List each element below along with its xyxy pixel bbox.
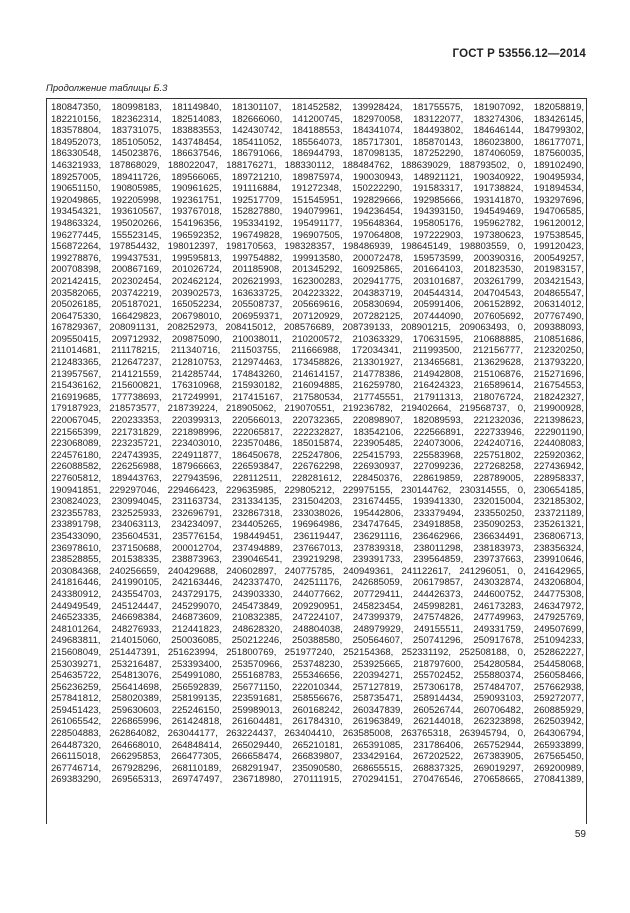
table-line: 259451423, 259630603, 225246150, 259989013, 260168242, 260347839, 260526744, 260706482, 260885929, [51,704,584,716]
table-line: 243380912, 243554703, 243729175, 243903330, 244077662, 207729411, 244426373, 244600752, 244775308, [51,588,584,600]
table-line: 224576180, 224743935, 224911877, 186450678, 225247806, 225415793, 225583968, 225751802, 225920362, [51,449,584,461]
table-line: 236978610, 237150688, 200012704, 237494889, 237667013, 237839318, 238011298, 238183973, 238356324, [51,542,584,554]
table-line: 233891798, 234063113, 234234097, 234405265, 196964986, 234747645, 234918858, 235090253, 235261321, [51,519,584,531]
table-line: 261065542, 226865996, 261424818, 261604481, 261784310, 261963849, 262144018, 262323898, 262503942, [51,716,584,728]
table-line: 156872264, 197854432, 198012397, 198170563, 198328357, 198486939, 198645149, 198803559, 0, 199120423, [51,241,584,253]
table-line: 203084368, 240256659, 240429688, 240602897, 240775785, 240949361, 241122617, 241296051, 0, 241642965, [51,565,584,577]
table-continuation-caption: Продолжение таблицы Б.3 [46,83,168,94]
table-line: 146321933, 187868029, 188022047, 188176271, 188330112, 188484762, 188639029, 188793502, 0, 189102490, [51,159,584,171]
table-line: 194863324, 195020266, 154196356, 195334192, 195491177, 195648364, 195805176, 195962782, 196120012, [51,217,584,229]
table-line: 241816446, 241990105, 242163446, 242337470, 242511176, 242685059, 206179857, 243032874, 243206804, [51,577,584,589]
table-line: 189257005, 189411726, 189566065, 189721210, 189875974, 190030943, 148921121, 190340922, 190495934, [51,171,584,183]
table-line: 193454321, 193610567, 193767018, 152827880, 194079961, 194236454, 194393150, 194549469, 194706585, [51,206,584,218]
table-line: 196277445, 155523145, 196592352, 196749828, 196907505, 197064808, 197222903, 197380623, 197538545, [51,229,584,241]
table-line: 266115018, 266295853, 266477305, 266658474, 266839807, 233429164, 267202522, 267383905, 267565450, [51,751,584,763]
table-line: 184952073, 185105052, 143748454, 185411052, 185564073, 185717301, 185870143, 186023800, 186177071, [51,136,584,148]
table-line: 216919685, 177738693, 217249991, 217415167, 217580534, 217745551, 217911313, 218076724, 218242327, [51,391,584,403]
table-line: 202142415, 202302454, 202462124, 202621993, 162300283, 202941775, 203101687, 203261799, 203421543, [51,275,584,287]
table-line: 248101264, 248276933, 212441823, 248628320, 248804038, 248979929, 249155511, 249331759, 249507699, [51,623,584,635]
table-line: 179187923, 218573577, 218739224, 218905062, 219070551, 219236782, 219402664, 219568737, 0, 219900928, [51,403,584,415]
table-line: 244949549, 245124447, 245299070, 245473849, 209290951, 245823454, 245998281, 246173283, 246347972, [51,600,584,612]
table-line: 200708398, 200867169, 201026724, 201185908, 201345292, 160925865, 201664103, 201823530, 201983157, [51,264,584,276]
page-number: 59 [574,829,586,840]
table-line: 226088582, 226256988, 187966663, 226593847, 226762298, 226930937, 227099236, 227268258, 227436942, [51,461,584,473]
table-line: 205026185, 205187021, 165052234, 205508737, 205669616, 205830694, 205991406, 206152892, 206314012, [51,299,584,311]
table-line: 227605812, 189443763, 227943596, 228112511, 228281612, 228450376, 228619859, 228789005, 228958337, [51,473,584,484]
table-line: 267746714, 267928296, 268110189, 268291947, 235090580, 268655515, 268837325, 269019297, 269200989, [51,762,584,774]
table-body [51,102,584,786]
table-line: 249683811, 214015060, 250036085, 250212246, 250388580, 250564607, 250741296, 250917678, 251094233, [51,635,584,647]
table-line: 212483365, 212647237, 212810753, 212974463, 173458826, 213301927, 213465681, 213629628, 213793220, [51,357,584,369]
table-line: 235433090, 235604531, 235776154, 198449451, 236119447, 236291116, 236462966, 236634491, 236806713, [51,530,584,542]
table-line: 209550415, 209712932, 209875090, 210038011, 210200572, 210363329, 170631595, 210688885, 210851686, [51,333,584,345]
table-line: 269383290, 269565313, 269747497, 236718980, 270111915, 270294151, 270476546, 270658665, 270841389, [51,774,584,786]
table-line: 190941851, 229297046, 229466423, 229635985, 229805212, 229975155, 230144762, 230314555, 0, 230654185, [51,484,584,496]
table-line: 206475330, 166429823, 206798010, 206959371, 207120929, 207282125, 207444090, 207605692, 207767490, [51,310,584,322]
table-line: 211014681, 211178215, 211340716, 211503755, 211666988, 172034341, 211993500, 212156777, 212320250, [51,345,584,357]
table-line: 192049865, 192205998, 192361751, 192517709, 151545951, 192829666, 192985666, 193141870, 193297696, [51,194,584,206]
table-line: 215608049, 251447391, 251623994, 251800769, 251977240, 252154368, 252331192, 252508188, 0, 252862227, [51,646,584,658]
table-line: 256236259, 256414698, 256592839, 256771150, 222010344, 257127819, 257306178, 257484707, 257662938, [51,681,584,693]
table-line: 254635722, 254813076, 254991080, 255168783, 255346656, 220394271, 255702452, 255880374, 256058466, [51,670,584,682]
table-line: 232355783, 232525933, 232696791, 232867318, 233038026, 195442806, 233379494, 233550250, 233721189, [51,507,584,519]
table-line: 223068089, 223235721, 223403010, 223570486, 185015874, 223905485, 224073006, 224240716, 224408083, [51,438,584,450]
table-line: 253039271, 253216487, 253393400, 253570966, 253748230, 253925665, 218797600, 254280584, 254458068, [51,658,584,670]
table-line: 183578804, 183731075, 183883553, 142430742, 184188553, 184341074, 184493802, 184646144, 184799302, [51,125,584,137]
table-line: 264487320, 264668010, 264848414, 265029440, 265210181, 265391085, 231786406, 265752944, 265933899, [51,739,584,751]
table-line: 220067045, 220233353, 220399313, 220566013, 220732365, 220898907, 182089593, 221232036, 221398623, [51,415,584,427]
document-standard-code: ГОСТ Р 53556.12—2014 [452,48,586,60]
table-line: 203582065, 203742219, 203902573, 163633725, 204223322, 204383719, 204544314, 204704543, 204865547, [51,287,584,299]
table-line: 190651150, 190805985, 190961625, 191116884, 191272348, 150222290, 191583317, 191738824, 191894534, [51,183,584,195]
table-line: 167829367, 208091131, 208252973, 208415012, 208576689, 208739133, 208901215, 209063493, 0, 209388093, [51,322,584,334]
table-line: 186330548, 145023876, 186637546, 186791066, 186944793, 187098135, 187252290, 187406059, 187560035, [51,148,584,160]
table-line: 230824023, 230994045, 231163734, 231334135, 231504203, 231674455, 193941330, 232015004, 232185302, [51,496,584,508]
data-table [46,98,587,824]
table-line: 246523335, 246698384, 246873609, 210832385, 247224107, 247399379, 247574826, 247749963, 247925769, [51,612,584,624]
table-line: 182210156, 182362314, 182514083, 182666060, 141200745, 182970058, 183122077, 183274306, 183426145, [51,113,584,125]
table-line: 180847350, 180998183, 181149840, 181301107, 181452582, 139928424, 181755575, 181907092, 182058819, [51,102,584,113]
table-line: 213957567, 214121559, 214285744, 174843260, 214614157, 214778386, 214942808, 215106876, 215271696, [51,368,584,380]
table-line: 199278876, 199437531, 199595813, 199754882, 199913580, 200072478, 159573599, 200390316, 200549257, [51,252,584,264]
table-line: 228504883, 262864082, 263044177, 263224437, 263404410, 263585008, 263765318, 263945794, 0, 264306794, [51,728,584,740]
table-line: 257841812, 258020389, 258199135, 223591681, 258556676, 258735471, 258914434, 259093103, 259272077, [51,693,584,705]
table-line: 221565399, 221731829, 221898996, 222065817, 222232827, 183542106, 222566891, 222733946, 222901190, [51,426,584,438]
table-line: 215436162, 215600821, 176310968, 215930182, 216094885, 216259780, 216424323, 216589614, 216754553, [51,380,584,392]
table-line: 238528855, 201538335, 238873963, 239046541, 239219298, 239391733, 239564859, 239737663, 239910646, [51,554,584,566]
